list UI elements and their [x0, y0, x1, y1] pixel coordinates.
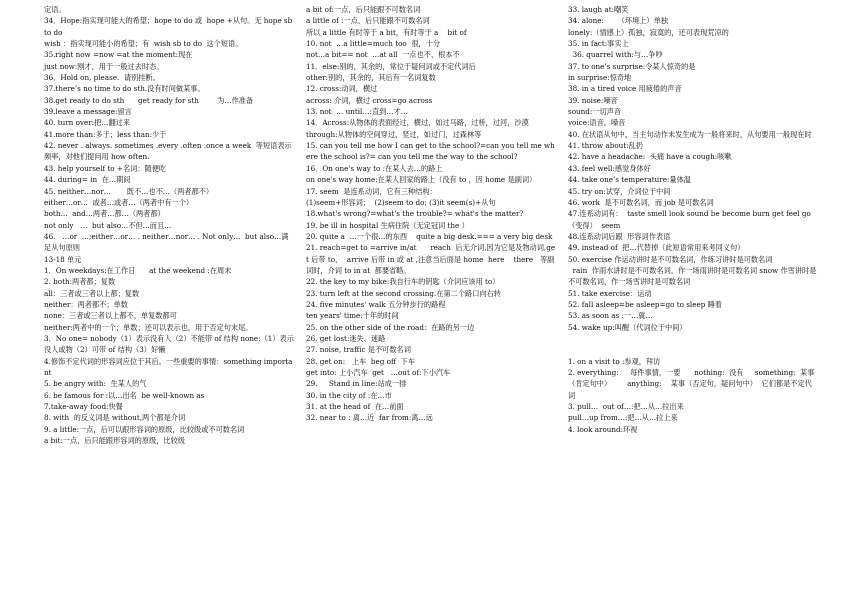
note-line: 40. 在状语从句中，当主句动作未发生成为一般将来时，从句要用一般现在时 — [568, 129, 812, 139]
note-line: 24. five minutes' walk 五分钟步行的路程 — [306, 299, 446, 309]
note-line: wish ：指实现可能小的希望；有 wish sb to do 这个短语。 — [44, 39, 243, 49]
note-line: voice:语音，嗓音 — [568, 118, 626, 128]
note-line: 26. get lost:迷失、迷路 — [306, 333, 386, 343]
note-line: 43. feel well:感觉身体好 — [568, 163, 651, 173]
middle-column — [306, 4, 556, 424]
note-line: 54. wake up:叫醒（代词位于中间） — [568, 322, 687, 332]
note-line: a bit:一点，后只能跟形容词的原级，比较级 — [44, 436, 185, 446]
note-line: 46. work 是不可数名词，而 job 是可数名词 — [568, 197, 714, 207]
note-line: neither：两者都不；单数 — [44, 299, 128, 309]
note-line: 8. with 的反义词是 without,两个都是介词 — [44, 413, 186, 423]
note-line: 31. at the head of 在…前面 — [306, 402, 404, 412]
note-line: on one's way home:在某人回家的路上（没有 to ，因 home 是副词） — [306, 175, 537, 185]
note-line: 17. seem 是连系动词，它有三种结构： — [306, 186, 437, 196]
note-line: 定语。 — [44, 5, 66, 14]
note-line: both… and…两者…都…（两者都） — [44, 209, 165, 219]
note-line: 27. noise, traffic 是不可数名词 — [306, 345, 411, 355]
note-line: 28. get on: 上车 beg off 下车 — [306, 356, 416, 366]
note-line: 50. exercise 作运动讲时是不可数名词，作练习讲时是可数名词 — [568, 254, 773, 264]
note-line: rain 作雨水讲时是不可数名词，作一场雨讲时是可数名词 snow 作雪讲时是不可数名词，作一场雪讲时是可数名词 — [568, 265, 817, 287]
note-line: 51. take exercise：运动 — [568, 288, 652, 298]
note-line: 40. turn over:把…翻过来 — [44, 118, 131, 128]
note-line: 38. in a tired voice 用疲倦的声音 — [568, 84, 682, 94]
note-line: in surprise:惊奇地 — [568, 73, 632, 83]
note-line: pull…up from…:把…从…拉上来 — [568, 413, 678, 423]
note-line: 45. try on:试穿，介词位于中间 — [568, 186, 671, 196]
note-line: 35. in fact:事实上 — [568, 39, 629, 49]
note-line: lonely:（情感上）孤独，寂寞的，还可表现荒凉的 — [568, 27, 729, 37]
note-line: 32. near to : 离…近 far from:离…远 — [306, 413, 433, 423]
note-line — [568, 333, 818, 344]
note-line — [568, 344, 818, 355]
note-line: 13. not … until…:直到…才… — [306, 107, 408, 117]
note-line: 2. both:两者都；复数 — [44, 277, 116, 287]
note-line: through:从物体的空间穿过，竖过，如过门，过森林等 — [306, 129, 482, 139]
note-line: 23. turn left at the second crossing.在第二个路口向右转 — [306, 288, 501, 298]
note-line: neither:两者中的一个；单数；还可以表示也，用于否定句末尾。 — [44, 322, 253, 332]
note-line: 34. alone: （环境上）单独 — [568, 16, 668, 26]
note-line: 46. …or …;either…or… . neither…nor… . Not only… but also…满足从句原则 — [44, 231, 289, 253]
note-line: 3．No one= nobody（1）表示没有人（2）不能带 of 结构 none:（1）表示没人或物（2）可带 of 结构（3）好懒 — [44, 333, 294, 355]
note-line: 41. throw about:乱扔 — [568, 141, 643, 151]
note-line: 35.right now =now =at the moment:现在 — [44, 50, 193, 60]
note-line: 37. to one’s surprise:令某人惊奇的是 — [568, 61, 696, 71]
note-line: 6. be famous for :以…出名 be well-known as — [44, 390, 205, 400]
note-line: 36．Hold on, please. 请别挂断。 — [44, 73, 160, 83]
note-line: either…or… 或者…或者…（两者中有一个） — [44, 197, 194, 207]
note-line: 41.more than:多于；less than:少于 — [44, 129, 167, 139]
note-line: 19. be ill in hospital 生病住院（无定冠词 the ） — [306, 220, 469, 230]
note-line: 4. look around:环视 — [568, 424, 638, 434]
note-line: just now:刚才，用于一般过去时态。 — [44, 61, 164, 71]
note-line: 49. instead of 把…代替掉（此短语常用来考同义句） — [568, 243, 745, 253]
note-line: get into: 上小汽车 get …out of:下小汽车 — [306, 368, 451, 377]
note-line: 1．On weekdays:在工作日 at the weekend :在周末 — [44, 265, 232, 275]
note-line: ten years' time:十年的时间 — [306, 311, 399, 321]
note-line: 4.修饰不定代词的形容词应位于其后。一些重要的事情：something important — [44, 356, 293, 377]
note-line: 42. have a headache: 头痛 have a cough:咳嗽 — [568, 152, 732, 162]
note-line: 45. neither…nor… 既不…也不…（两者都不） — [44, 186, 214, 196]
note-line: 11．else:别的，其余的，常位于疑问词或不定代词后 — [306, 61, 476, 71]
note-line: 37.there’s no time to do sth.没有时间做某事。 — [44, 84, 205, 94]
note-line: 44. during= in 在…期间 — [44, 175, 131, 185]
note-line: 13-18 单元 — [44, 254, 82, 264]
note-line: 14．Across:从物体的表面经过，横过，如过马路，过桥，过河，沙漠 — [306, 118, 529, 128]
note-line: 30. in the city of :在…市 — [306, 390, 392, 400]
note-line: 39.leave a message:留言 — [44, 107, 132, 117]
note-line: across: 介词，横过 cross=go across — [306, 95, 433, 105]
note-line: 10. not …a little=much too 很，十分 — [306, 39, 441, 49]
note-line: 43. help yourself to +名词：随便吃 — [44, 163, 167, 173]
note-line: 25. on the other side of the road：在路的另一边 — [306, 322, 475, 332]
note-line: other:别的，其余的，其后有一名词复数 — [306, 73, 436, 83]
note-line: 所以 a little 有时等于 a bit，有时等于 a bit of — [306, 27, 467, 37]
note-line: 52. fall asleep=be asleep=go to sleep 睡着 — [568, 299, 722, 309]
note-line: 47.连系动词有： taste smell look sound be become burn get feel go（变得） seem — [568, 209, 811, 230]
note-line: 33. laugh at:嘲笑 — [568, 5, 629, 14]
note-line: 36. quarrel with:与…争吵 — [568, 50, 663, 60]
note-line: 38.get ready to do sth get ready for sth 为…作准备 — [44, 95, 254, 105]
note-line: 29. Stand in line:站成一排 — [306, 379, 407, 389]
note-line: 1. on a visit to :参观，拜访 — [568, 356, 661, 366]
note-line: 5. be angry with: 生某人的气 — [44, 379, 147, 389]
note-line: a little of :一点，后只能跟不可数名词 — [306, 16, 430, 26]
note-line: 3. pull… out of…:把…从…拉出来 — [568, 402, 684, 412]
note-line: 20. quite a …一个很…的东西 quite a big desk.=== a very big desk — [306, 231, 553, 241]
note-line: all：三者或三者以上都；复数 — [44, 288, 140, 298]
note-line: 42. never . always. sometimes .every .often .once a week 等短语表示频率，对他们提问用 how often. — [44, 141, 292, 162]
note-line: 12. cross:动词，横过 — [306, 84, 378, 94]
note-line: 18.what's wrong?=what's the trouble?= what's the matter? — [306, 209, 524, 219]
note-line: 7.take-away food:快餐 — [44, 402, 123, 412]
note-line: 22. the key to my bike:我自行车的钥匙（介词应该用 to） — [306, 277, 500, 287]
left-column — [44, 4, 294, 446]
note-line: sound:一切声音 — [568, 107, 622, 117]
note-line: 9. a little:一点，后可以跟形容词的原级，比较级或不可数名词 — [44, 424, 245, 434]
note-line: not…a bit== not …at all 一点也不，根本不 — [306, 50, 460, 60]
note-line: 15. can you tell me how I can get to the school?=can you tell me where the school is?= can you tell me the way to the school? — [306, 141, 555, 162]
note-line: 34．Hope:指实现可能大的希望；hope to do 或 hope +从句。无 hope sb to do — [44, 16, 295, 37]
note-line: (1)seem+形容词； (2)seem to do; (3)it seem(s)+从句 — [306, 197, 496, 207]
note-line: 48.连系动词后跟 形容词作表语 — [568, 231, 671, 241]
note-line: 44. take one’s temperature:量体温 — [568, 175, 691, 185]
note-line: 39. noise:噪音 — [568, 95, 618, 105]
note-line: 16．On one's way to :在某人去…的路上 — [306, 163, 443, 173]
note-line: none：三者或三者以上都不，单复数都可 — [44, 311, 177, 321]
note-line: 53. as soon as :一…就… — [568, 311, 653, 321]
note-line: 2. everything: 每件事情，一要 nothing: 没有 something: 某事（肯定句中） anything: 某事（否定句，疑问句中） 它们都是不定代词 — [568, 368, 815, 400]
right-column — [568, 4, 818, 435]
note-line: a bit of:一点，后只能跟不可数名词 — [306, 5, 421, 14]
note-line: not only … but also…不但…而且… — [44, 220, 172, 230]
note-line: 21. reach=get to =arrive in/at reach 后无介词,因为它是及物动词,get 后带 to， arrive 后带 in 或 at ,注意当后面是 home here there 等副词时，介词 to in at 都要省略。 — [306, 243, 556, 275]
